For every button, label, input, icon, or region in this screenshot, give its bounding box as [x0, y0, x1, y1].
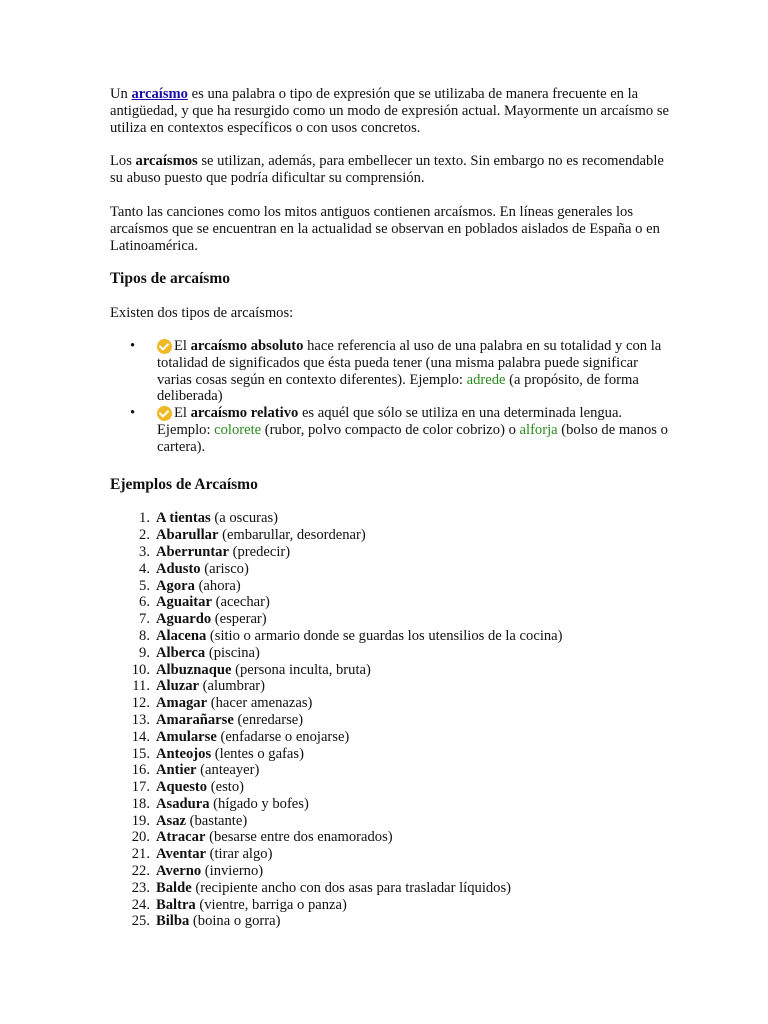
archaic-word: Alberca [156, 644, 206, 661]
list-item [110, 813, 670, 830]
list-number: 25. [131, 913, 150, 930]
word-definition: (esperar) [211, 611, 267, 628]
list-number: 9. [139, 644, 150, 661]
archaic-word: Aluzar [156, 678, 199, 695]
list-item [110, 897, 670, 914]
list-item [110, 729, 670, 746]
list-item [110, 829, 670, 846]
list-item [110, 863, 670, 880]
example-link[interactable]: adrede [466, 371, 506, 388]
list-item [110, 561, 670, 578]
list-number: 20. [131, 829, 150, 846]
list-item [110, 796, 670, 813]
word-definition: (embarullar, desordenar) [218, 527, 366, 544]
list-number: 1. [139, 510, 150, 527]
bullet-dot: • [130, 405, 136, 422]
archaic-word: Asadura [156, 795, 210, 812]
list-item [110, 544, 670, 561]
list-number: 3. [139, 543, 150, 560]
list-item [110, 611, 670, 628]
archaic-word: Amularse [156, 728, 217, 745]
list-item [110, 746, 670, 763]
list-item [110, 695, 670, 712]
list-item [110, 913, 670, 930]
word-definition: (hacer amenazas) [207, 695, 313, 712]
list-item [110, 762, 670, 779]
list-number: 18. [131, 795, 150, 812]
archaic-word: Albuznaque [156, 661, 232, 678]
tipos-lead: Existen dos tipos de arcaísmos: [110, 305, 294, 322]
list-number: 11. [132, 678, 150, 695]
word-definition: (persona inculta, bruta) [231, 661, 371, 678]
word-definition: (anteayer) [196, 762, 260, 779]
archaic-word: Abarullar [156, 527, 219, 544]
check-badge-icon [157, 339, 172, 354]
list-item: • El arcaísmo absoluto hace referencia al uso de una palabra en su totalidad y con la totalidad de significados que ésta pueda tener (una misma palabra puede significar varias cosas según en contexto diferentes). Ejemplo: adrede (a propósito, de forma deliberada) [130, 337, 662, 405]
intro-paragraph-3: Tanto las canciones como los mitos antiguos contienen arcaísmos. En líneas generales los arcaísmos que se encuentran en la actualidad se observan en poblados aislados de España o en Latinoamérica. [110, 203, 660, 254]
intro-paragraph-1: Un arcaísmo es una palabra o tipo de expresión que se utilizaba de manera frecuente en la antigüedad, y que ha resurgido como un modo de expresión actual. Mayormente un arcaísmo se utiliza en contextos específicos o con usos concretos. [110, 86, 669, 136]
word-definition: (boina o gorra) [189, 913, 281, 930]
list-number: 15. [131, 745, 150, 762]
archaic-word: Adusto [156, 560, 201, 577]
list-item [110, 594, 670, 611]
list-item [110, 645, 670, 662]
word-definition: (arisco) [200, 560, 249, 577]
archaic-word: Aquesto [156, 779, 208, 796]
list-number: 21. [131, 846, 150, 863]
list-item [110, 662, 670, 679]
archaic-word: Aberruntar [156, 543, 229, 560]
archaic-word: Amarañarse [156, 711, 234, 728]
word-definition: (alumbrar) [198, 678, 266, 695]
word-definition: (lentes o gafas) [211, 745, 304, 762]
example-link[interactable]: alforja [519, 421, 558, 438]
list-item [110, 880, 670, 897]
list-number: 7. [139, 611, 150, 628]
list-number: 14. [131, 728, 150, 745]
section-heading-tipos: Tipos de arcaísmo [110, 270, 230, 288]
list-number: 19. [131, 812, 150, 829]
word-definition: (enredarse) [233, 711, 304, 728]
archaic-word: Aventar [156, 846, 206, 863]
list-number: 17. [131, 779, 150, 796]
archaic-word: Baltra [156, 896, 196, 913]
archaic-word: Bilba [156, 913, 190, 930]
word-definition: (hígado y bofes) [209, 795, 309, 812]
archaic-word: Antier [156, 762, 197, 779]
word-definition: (besarse entre dos enamorados) [205, 829, 393, 846]
examples-list [110, 510, 670, 930]
list-number: 5. [139, 577, 150, 594]
archaic-word: A tientas [156, 510, 211, 527]
word-definition: (ahora) [194, 577, 241, 594]
archaic-word: Anteojos [156, 745, 212, 762]
list-number: 22. [131, 863, 150, 880]
archaic-word: Aguaitar [156, 594, 212, 611]
word-definition: (invierno) [201, 863, 264, 880]
list-item [110, 628, 670, 645]
list-item [110, 678, 670, 695]
list-item [110, 712, 670, 729]
list-number: 13. [131, 711, 150, 728]
word-definition: (bastante) [186, 812, 248, 829]
list-number: 10. [131, 661, 150, 678]
list-item [110, 510, 670, 527]
word-definition: (vientre, barriga o panza) [195, 896, 347, 913]
archaic-word: Agora [156, 577, 195, 594]
example-link[interactable]: colorete [214, 421, 262, 438]
list-number: 12. [131, 695, 150, 712]
list-number: 8. [139, 627, 150, 644]
list-number: 6. [139, 594, 150, 611]
list-number: 23. [131, 879, 150, 896]
list-number: 4. [139, 560, 150, 577]
archaic-word: Balde [156, 879, 192, 896]
archaic-word: Aguardo [156, 611, 212, 628]
word-definition: (recipiente ancho con dos asas para trasladar líquidos) [191, 879, 512, 896]
list-number: 2. [139, 527, 150, 544]
list-item [110, 527, 670, 544]
word-definition: (sitio o armario donde se guardas los utensilios de la cocina) [206, 627, 563, 644]
archaic-word: Amagar [156, 695, 208, 712]
section-heading-ejemplos: Ejemplos de Arcaísmo [110, 475, 258, 493]
archaic-word: Alacena [156, 627, 207, 644]
list-number: 16. [131, 762, 150, 779]
archaic-word: Asaz [156, 812, 186, 829]
word-definition: (piscina) [205, 644, 260, 661]
word-definition: (tirar algo) [205, 846, 273, 863]
word-definition: (a oscuras) [210, 510, 278, 527]
list-item [110, 846, 670, 863]
word-definition: (predecir) [228, 543, 291, 560]
word-definition: (enfadarse o enojarse) [216, 728, 350, 745]
document-body [110, 86, 670, 930]
arcaismo-link[interactable]: arcaísmo [131, 86, 188, 102]
tipos-list [110, 338, 670, 456]
list-item [110, 779, 670, 796]
list-item [110, 578, 670, 595]
list-item: • El arcaísmo relativo es aquél que sólo se utiliza en una determinada lengua. Ejemplo: colorete (rubor, polvo compacto de color cobrizo) o alforja (bolso de manos o cartera). [130, 405, 668, 455]
word-definition: (acechar) [211, 594, 270, 611]
bullet-dot: • [130, 337, 136, 354]
intro-paragraph-2: Los arcaísmos se utilizan, además, para embellecer un texto. Sin embargo no es recomendable su abuso puesto que podría dificultar su comprensión. [110, 153, 664, 187]
archaic-word: Atracar [156, 829, 206, 846]
archaic-word: Averno [156, 863, 202, 880]
word-definition: (esto) [207, 779, 244, 796]
list-number: 24. [131, 896, 150, 913]
